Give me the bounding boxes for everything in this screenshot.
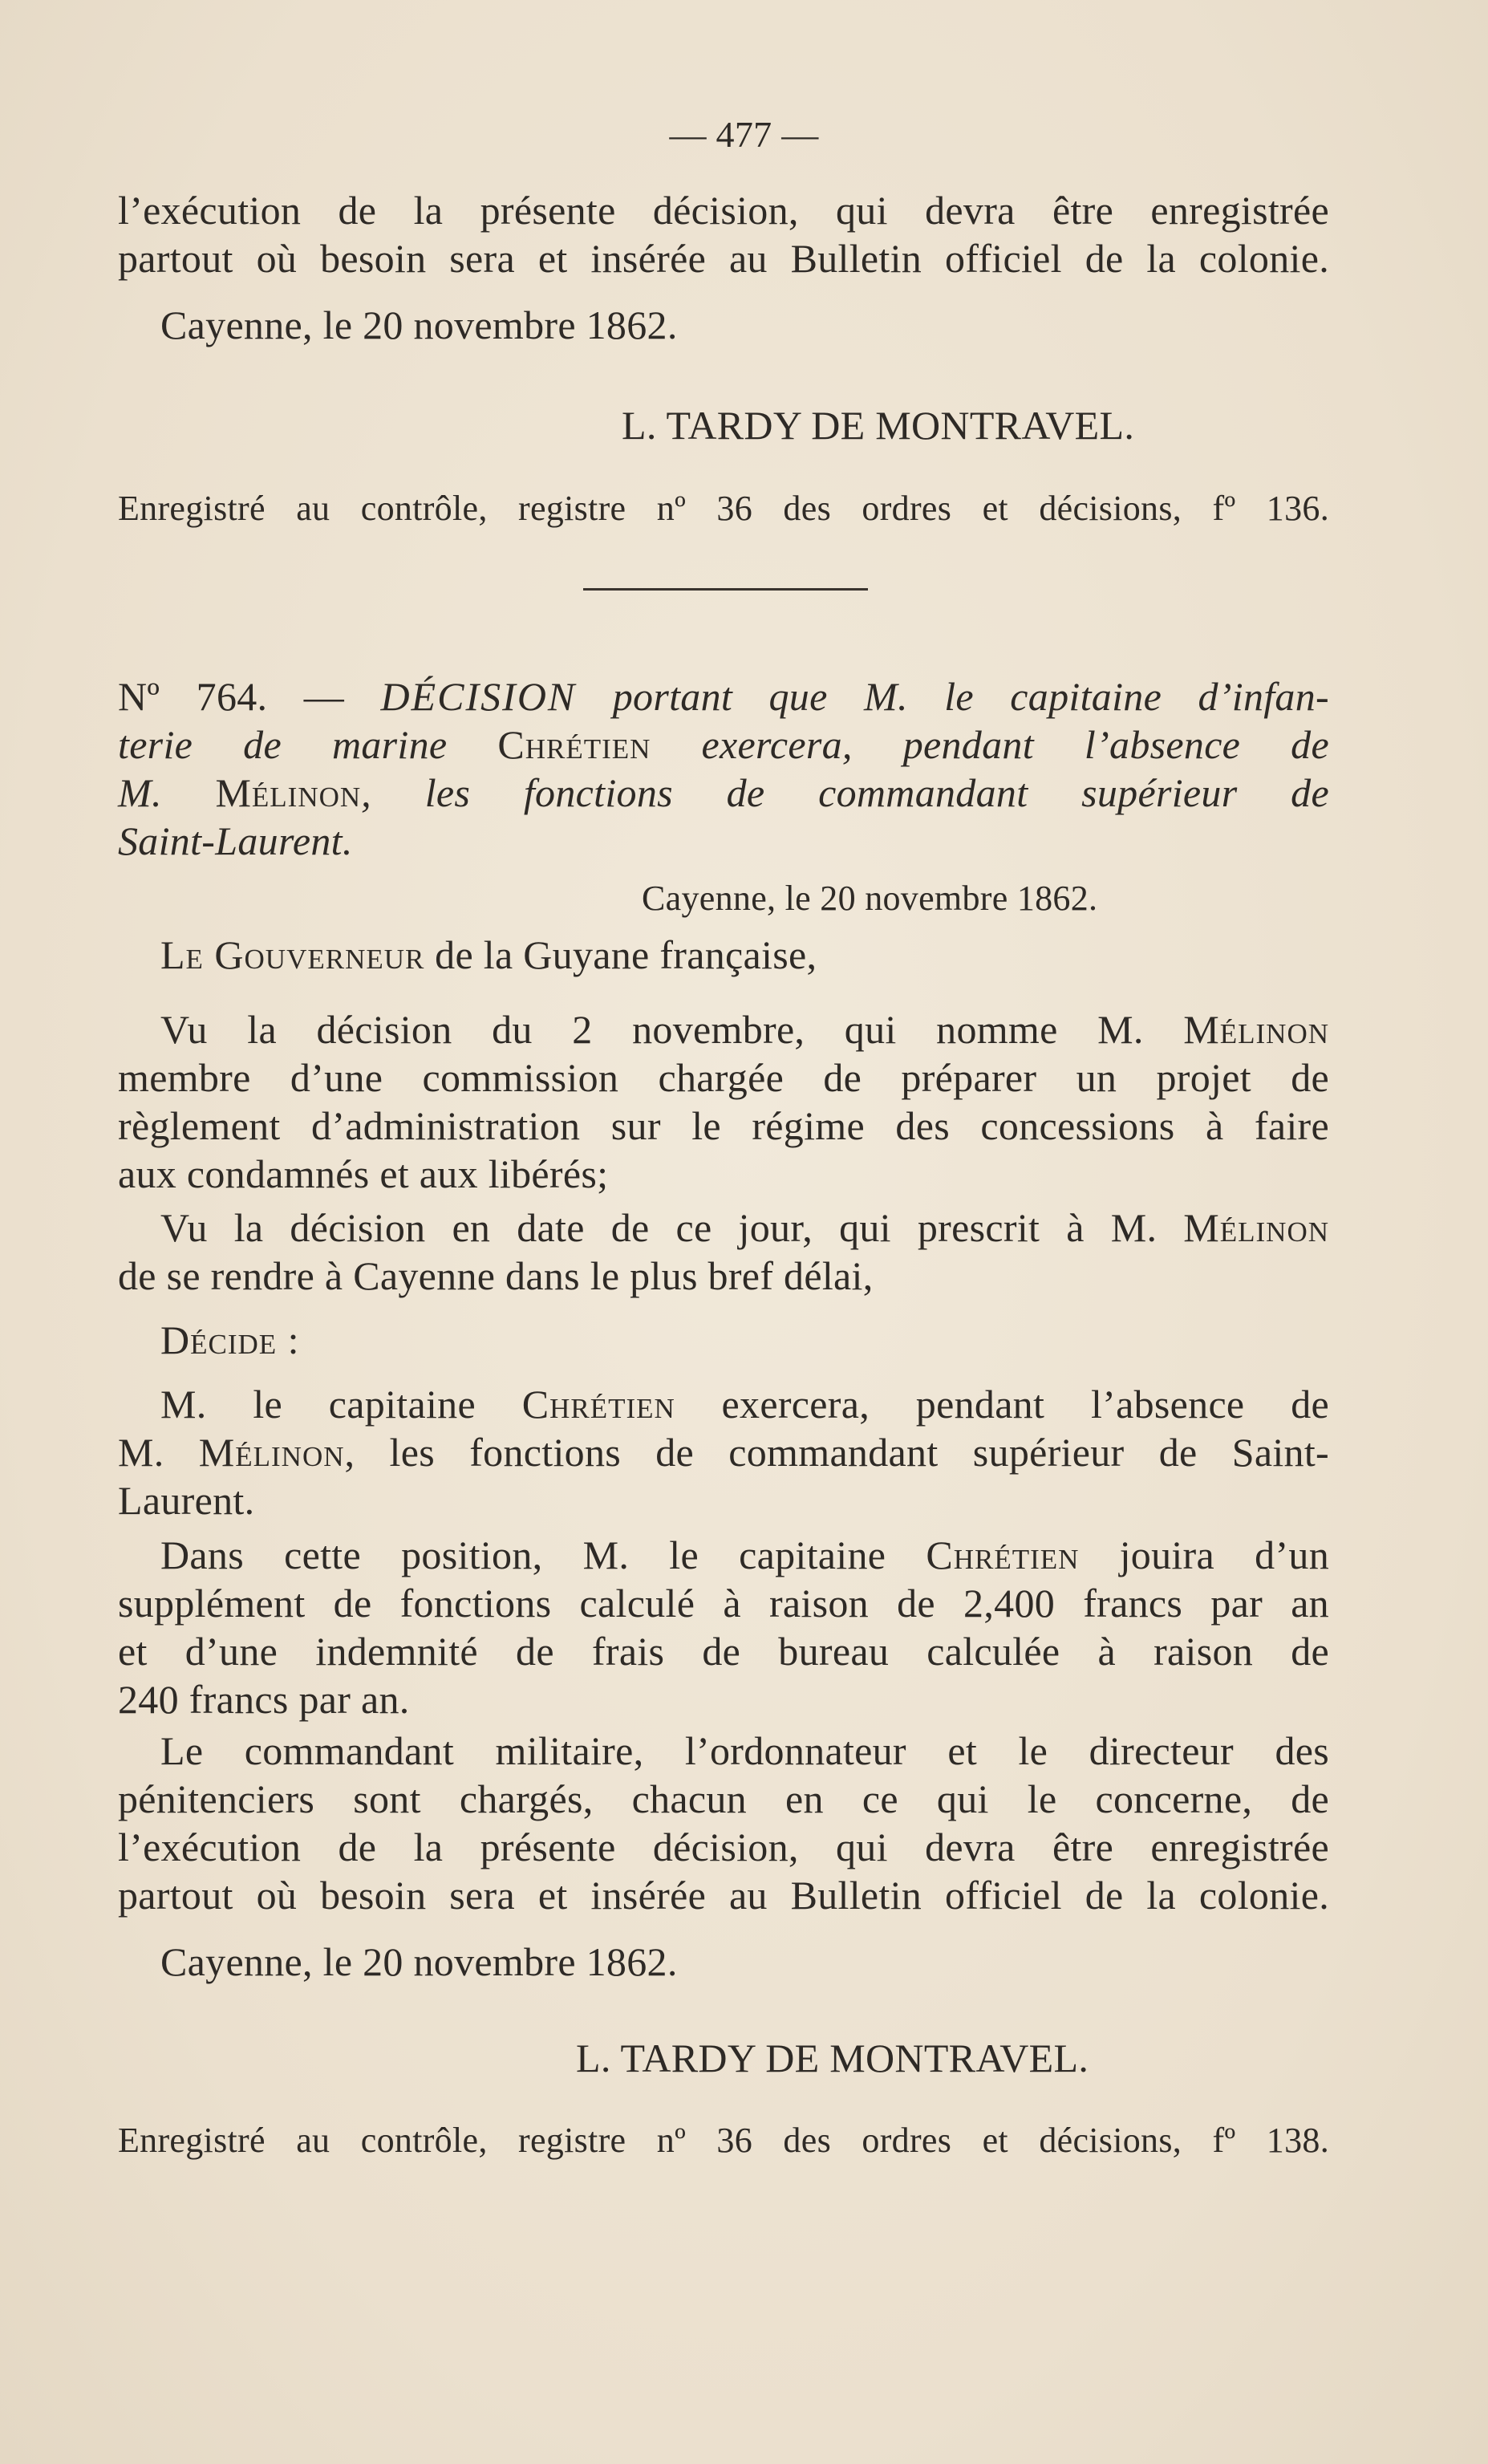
paragraph-line: Laurent. (118, 1478, 255, 1523)
paragraph-line: 240 francs par an. (118, 1677, 410, 1722)
page-number: — 477 — (669, 114, 819, 155)
dateline: Cayenne, le 20 novembre 1862. (642, 879, 1098, 918)
paragraph-line: Dans cette position, M. le capitaine Chrétien jouira d’un (160, 1532, 1329, 1577)
paragraph-line: et d’une indemnité de frais de bureau calculée à raison de (118, 1629, 1329, 1674)
signature: L. TARDY DE MONTRAVEL. (622, 403, 1135, 448)
decision-title: Saint-Laurent. (118, 818, 353, 863)
paragraph-line: Vu la décision du 2 novembre, qui nomme M. Mélinon (160, 1007, 1329, 1052)
decision-title: M. Mélinon, les fonctions de commandant supérieur de (118, 770, 1329, 815)
date-line: Cayenne, le 20 novembre 1862. (160, 1939, 678, 1984)
paragraph-line: aux condamnés et aux libérés; (118, 1151, 609, 1196)
decision-title: terie de marine Chrétien exercera, pendant l’absence de (118, 722, 1329, 767)
registration-note: Enregistré au contrôle, registre nº 36 des ordres et décisions, fº 138. (118, 2121, 1329, 2160)
registration-note: Enregistré au contrôle, registre nº 36 des ordres et décisions, fº 136. (118, 489, 1329, 528)
section-divider (583, 588, 868, 591)
paragraph-line: M. Mélinon, les fonctions de commandant supérieur de Saint- (118, 1430, 1329, 1475)
paragraph-line: l’exécution de la présente décision, qui devra être enregistrée (118, 188, 1329, 233)
paragraph-line: Le commandant militaire, l’ordonnateur et le directeur des (160, 1728, 1329, 1773)
paragraph-line: partout où besoin sera et insérée au Bulletin officiel de la colonie. (118, 1873, 1329, 1918)
paragraph-line: supplément de fonctions calculé à raison de 2,400 francs par an (118, 1581, 1329, 1626)
paragraph-line: règlement d’administration sur le régime des concessions à faire (118, 1103, 1329, 1148)
decision-title: Nº 764. — DÉCISION portant que M. le capitaine d’infan- (118, 674, 1329, 719)
decide-heading: Décide : (160, 1317, 300, 1362)
paragraph-line: partout où besoin sera et insérée au Bulletin officiel de la colonie. (118, 236, 1329, 281)
paragraph-line: l’exécution de la présente décision, qui devra être enregistrée (118, 1825, 1329, 1869)
paragraph-line: membre d’une commission chargée de préparer un projet de (118, 1055, 1329, 1100)
date-line: Cayenne, le 20 novembre 1862. (160, 302, 678, 347)
paragraph-line: Vu la décision en date de ce jour, qui prescrit à M. Mélinon (160, 1205, 1329, 1250)
signature: L. TARDY DE MONTRAVEL. (576, 2036, 1089, 2080)
paragraph-line: M. le capitaine Chrétien exercera, pendant l’absence de (160, 1382, 1329, 1427)
paragraph-line: pénitenciers sont chargés, chacun en ce qui le concerne, de (118, 1776, 1329, 1821)
paragraph-line: de se rendre à Cayenne dans le plus bref délai, (118, 1253, 874, 1298)
governor-line: Le Gouverneur de la Guyane française, (160, 932, 817, 977)
